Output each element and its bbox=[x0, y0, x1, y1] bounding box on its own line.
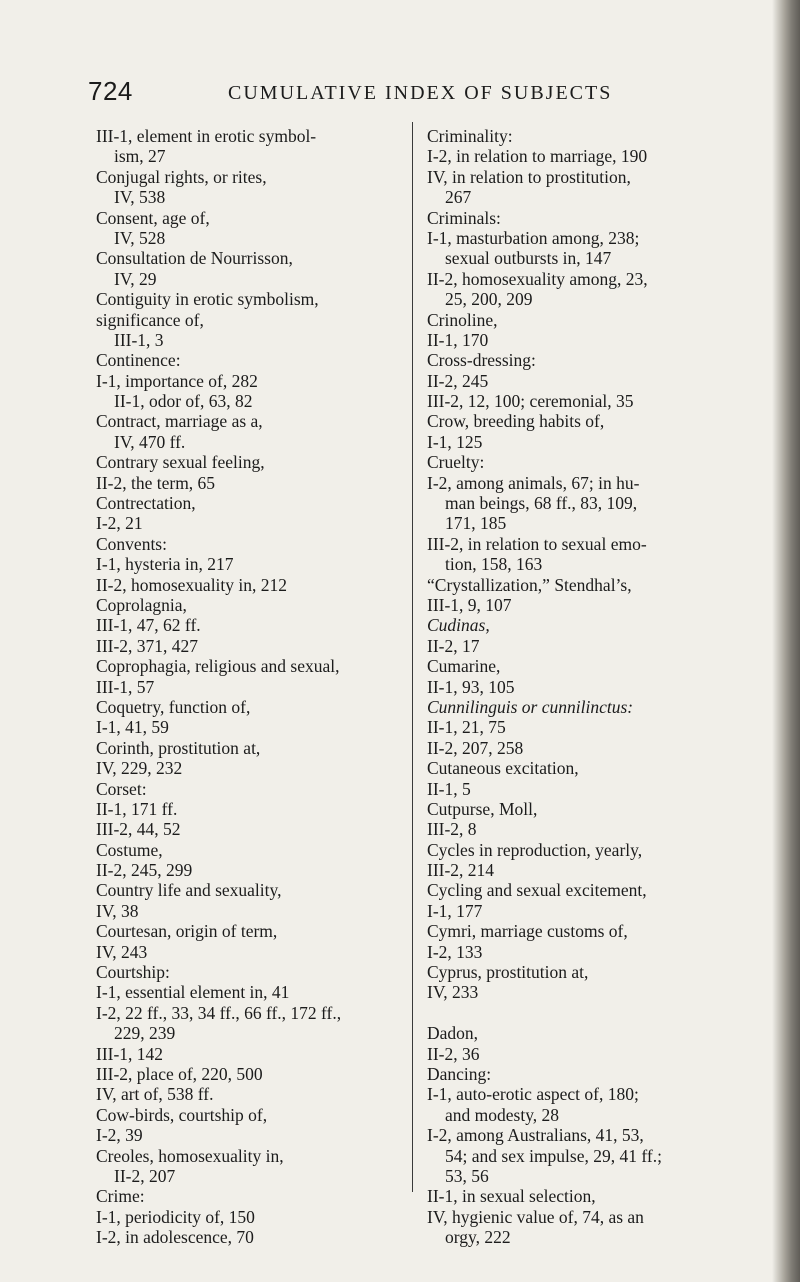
index-line: Corset: bbox=[96, 778, 147, 799]
index-line: I-1, essential element in, 41 bbox=[96, 982, 290, 1003]
index-line: III-1, 47, 62 ff. bbox=[96, 615, 201, 636]
index-line: II-1, in sexual selection, bbox=[427, 1186, 596, 1207]
index-line: Cyprus, prostitution at, bbox=[427, 962, 589, 983]
index-line: Coquetry, function of, bbox=[96, 696, 251, 717]
index-line: I-2, 22 ff., 33, 34 ff., 66 ff., 172 ff., bbox=[96, 1002, 342, 1023]
index-line: I-1, masturbation among, 238; bbox=[427, 227, 640, 248]
index-line: Costume, bbox=[96, 839, 163, 860]
index-line: II-1, 170 bbox=[427, 329, 489, 350]
index-line: I-1, 177 bbox=[427, 900, 483, 921]
page-header bbox=[88, 76, 728, 116]
index-line: I-2, 21 bbox=[96, 513, 143, 534]
index-line: III-1, 142 bbox=[96, 1043, 164, 1064]
index-line: II-2, the term, 65 bbox=[96, 472, 216, 493]
index-line: II-1, 21, 75 bbox=[427, 717, 506, 738]
index-line: Coprophagia, religious and sexual, bbox=[96, 656, 340, 677]
index-line: Convents: bbox=[96, 533, 167, 554]
index-line: 25, 200, 209 bbox=[445, 289, 533, 310]
index-line: Cutaneous excitation, bbox=[427, 758, 579, 779]
index-line: “Crystallization,” Stendhal’s, bbox=[427, 574, 632, 595]
index-line: I-1, importance of, 282 bbox=[96, 370, 258, 391]
index-line: and modesty, 28 bbox=[445, 1104, 560, 1125]
index-line: Consultation de Nourrisson, bbox=[96, 248, 293, 269]
index-line: Crow, breeding habits of, bbox=[427, 411, 605, 432]
index-line: I-2, among animals, 67; in hu- bbox=[427, 472, 640, 493]
index-line: II-2, homosexuality in, 212 bbox=[96, 574, 288, 595]
index-line: II-2, 36 bbox=[427, 1043, 480, 1064]
index-line: IV, art of, 538 ff. bbox=[96, 1084, 214, 1105]
index-line: Cumarine, bbox=[427, 656, 501, 677]
index-line: II-1, 5 bbox=[427, 778, 471, 799]
index-line: Courtship: bbox=[96, 962, 170, 983]
index-line: ism, 27 bbox=[114, 146, 166, 167]
left-index-column bbox=[96, 126, 416, 1247]
index-line: III-2, 371, 427 bbox=[96, 635, 199, 656]
right-index-column bbox=[427, 126, 747, 1247]
index-line: III-2, 8 bbox=[427, 819, 477, 840]
index-line: I-1, 125 bbox=[427, 431, 483, 452]
index-line: Conjugal rights, or rites, bbox=[96, 166, 267, 187]
page-number: 724 bbox=[88, 76, 133, 106]
running-head: CUMULATIVE INDEX OF SUBJECTS bbox=[228, 82, 613, 104]
index-line: IV, 229, 232 bbox=[96, 758, 183, 779]
index-line: Cycles in reproduction, yearly, bbox=[427, 839, 643, 860]
index-line: Cycling and sexual excitement, bbox=[427, 880, 647, 901]
index-line: II-1, 93, 105 bbox=[427, 676, 515, 697]
index-line: Cudinas, bbox=[427, 615, 490, 636]
index-line: Continence: bbox=[96, 350, 181, 371]
index-line: 267 bbox=[445, 187, 472, 208]
index-line: II-1, 171 ff. bbox=[96, 798, 178, 819]
index-line: Cunnilinguis or cunnilinctus: bbox=[427, 696, 634, 717]
index-line: IV, 243 bbox=[96, 941, 148, 962]
index-line: I-2, among Australians, 41, 53, bbox=[427, 1125, 644, 1146]
index-line: I-2, in relation to marriage, 190 bbox=[427, 146, 648, 167]
index-line: IV, 29 bbox=[114, 268, 157, 289]
index-line: IV, 233 bbox=[427, 982, 479, 1003]
index-line: IV, in relation to prostitution, bbox=[427, 166, 631, 187]
index-line: man beings, 68 ff., 83, 109, bbox=[445, 493, 638, 514]
index-line: III-2, 44, 52 bbox=[96, 819, 181, 840]
index-line: Country life and sexuality, bbox=[96, 880, 282, 901]
index-line: 171, 185 bbox=[445, 513, 507, 534]
index-line: Cutpurse, Moll, bbox=[427, 798, 538, 819]
index-line: Cruelty: bbox=[427, 452, 485, 473]
index-line: II-1, odor of, 63, 82 bbox=[114, 391, 253, 412]
index-line: I-2, 133 bbox=[427, 941, 483, 962]
index-line: III-1, element in erotic symbol- bbox=[96, 126, 317, 146]
page-edge-shadow bbox=[772, 0, 800, 1282]
index-line: tion, 158, 163 bbox=[445, 554, 543, 575]
index-line: Cow-birds, courtship of, bbox=[96, 1104, 268, 1125]
index-line: IV, 470 ff. bbox=[114, 431, 186, 452]
index-line: 53, 56 bbox=[445, 1165, 489, 1186]
index-line: Crinoline, bbox=[427, 309, 498, 330]
index-line: Consent, age of, bbox=[96, 207, 210, 228]
index-line: I-1, 41, 59 bbox=[96, 717, 169, 738]
index-line: I-1, periodicity of, 150 bbox=[96, 1206, 255, 1227]
index-line: Criminals: bbox=[427, 207, 501, 228]
index-line: Creoles, homosexuality in, bbox=[96, 1145, 284, 1166]
index-line: III-2, 12, 100; ceremonial, 35 bbox=[427, 391, 634, 412]
index-line: Contrary sexual feeling, bbox=[96, 452, 265, 473]
index-line: I-2, in adolescence, 70 bbox=[96, 1227, 254, 1248]
index-line: III-2, 214 bbox=[427, 860, 495, 881]
index-line: Contiguity in erotic symbolism, bbox=[96, 289, 319, 310]
index-line: II-2, homosexuality among, 23, bbox=[427, 268, 648, 289]
index-line: orgy, 222 bbox=[445, 1227, 511, 1248]
index-line: sexual outbursts in, 147 bbox=[445, 248, 612, 269]
index-line: Dancing: bbox=[427, 1063, 492, 1084]
index-line: II-2, 245 bbox=[427, 370, 489, 391]
index-line: II-2, 207, 258 bbox=[427, 737, 524, 758]
index-line: IV, 538 bbox=[114, 187, 166, 208]
index-line: IV, 38 bbox=[96, 900, 139, 921]
index-line: III-1, 3 bbox=[114, 329, 164, 350]
index-line: 229, 239 bbox=[114, 1023, 176, 1044]
index-gap bbox=[427, 1003, 747, 1023]
index-line: II-2, 245, 299 bbox=[96, 860, 193, 881]
index-line: Crime: bbox=[96, 1186, 145, 1207]
index-line: 54; and sex impulse, 29, 41 ff.; bbox=[445, 1145, 662, 1166]
index-line: Contract, marriage as a, bbox=[96, 411, 263, 432]
index-line: Dadon, bbox=[427, 1023, 479, 1044]
index-line: I-1, hysteria in, 217 bbox=[96, 554, 234, 575]
index-line: Criminality: bbox=[427, 126, 513, 146]
index-line: III-1, 57 bbox=[96, 676, 155, 697]
index-line: Courtesan, origin of term, bbox=[96, 921, 278, 942]
index-line: Corinth, prostitution at, bbox=[96, 737, 261, 758]
index-line: II-2, 17 bbox=[427, 635, 480, 656]
index-line: IV, 528 bbox=[114, 227, 166, 248]
index-line: IV, hygienic value of, 74, as an bbox=[427, 1206, 644, 1227]
index-line: significance of, bbox=[96, 309, 204, 330]
index-line: Cross-dressing: bbox=[427, 350, 536, 371]
index-line: II-2, 207 bbox=[114, 1165, 176, 1186]
index-line: III-2, in relation to sexual emo- bbox=[427, 533, 647, 554]
index-line: Contrectation, bbox=[96, 493, 196, 514]
index-line: III-1, 9, 107 bbox=[427, 594, 512, 615]
index-line: Coprolagnia, bbox=[96, 594, 187, 615]
index-line: I-1, auto-erotic aspect of, 180; bbox=[427, 1084, 639, 1105]
index-line: Cymri, marriage customs of, bbox=[427, 921, 628, 942]
index-line: I-2, 39 bbox=[96, 1125, 143, 1146]
index-line: III-2, place of, 220, 500 bbox=[96, 1063, 263, 1084]
